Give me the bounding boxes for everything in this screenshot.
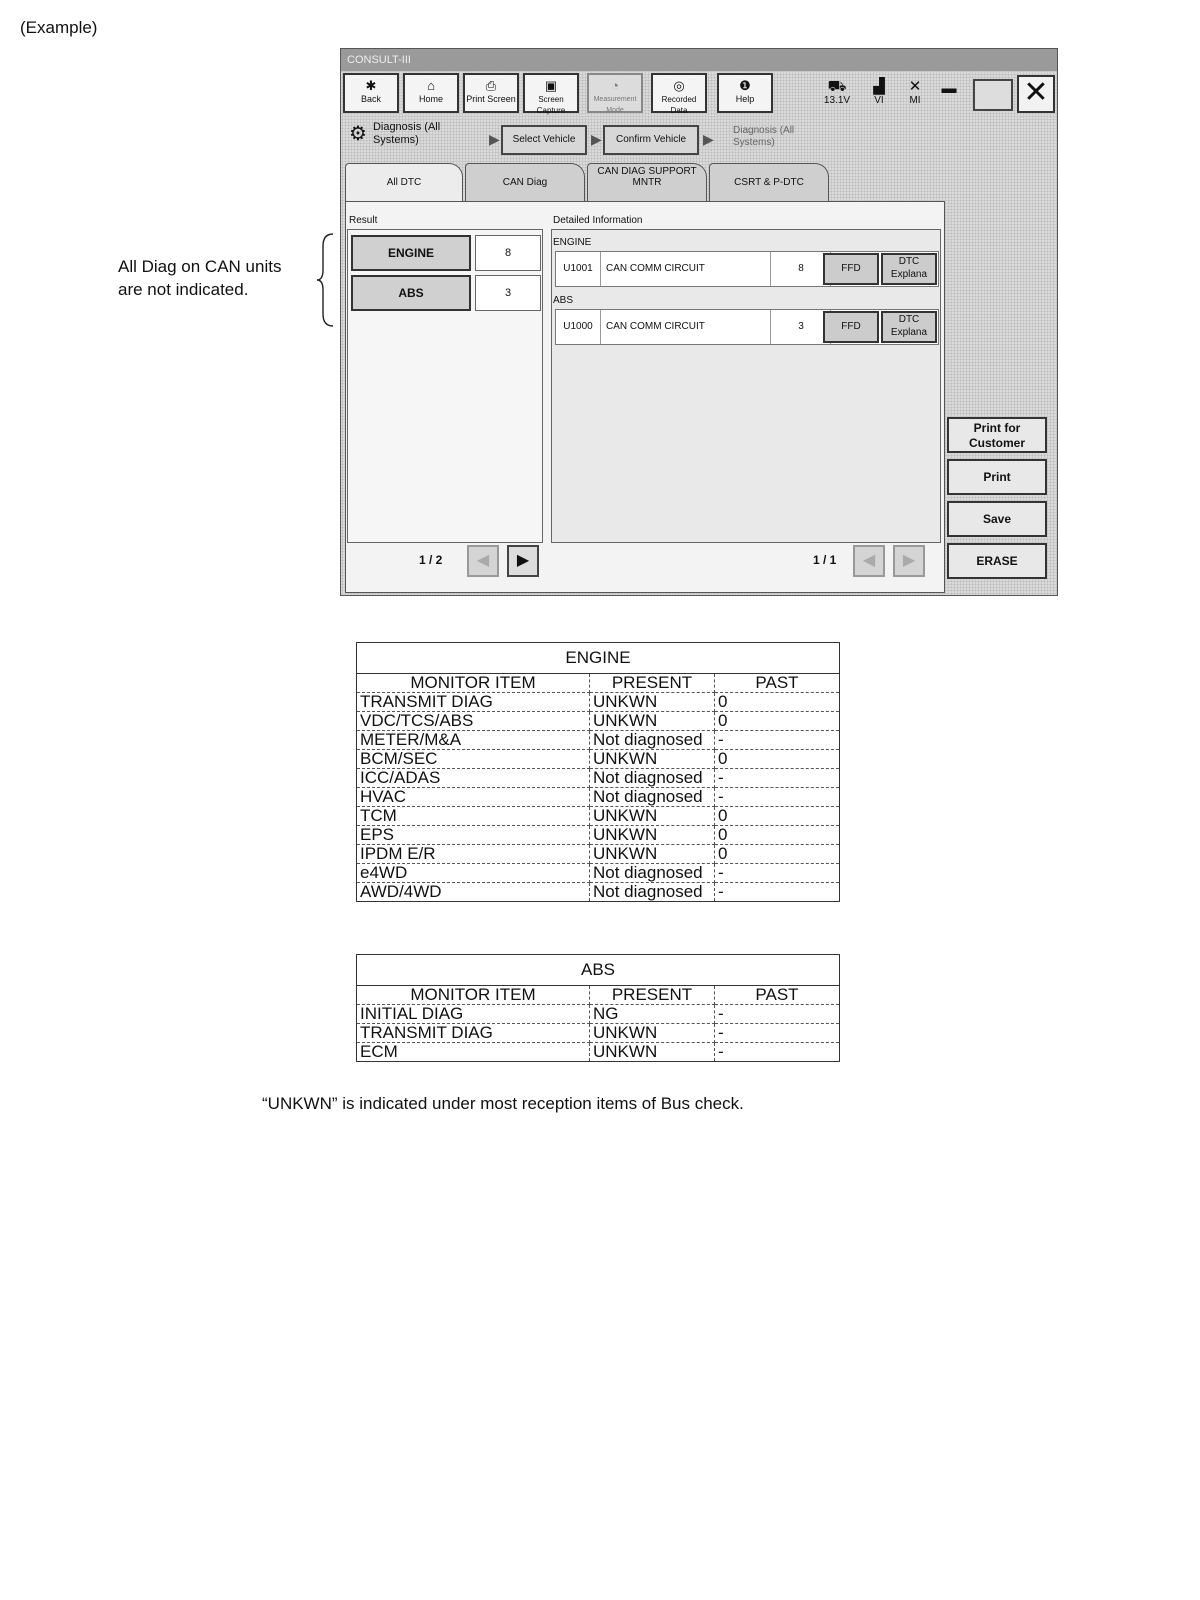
table-row: ECM UNKWN - [357,1043,840,1062]
table-row: ICC/ADAS Not diagnosed - [357,769,840,788]
table-row: TRANSMIT DIAG UNKWN 0 [357,693,840,712]
table-row: EPS UNKWN 0 [357,826,840,845]
back-button[interactable]: ✱ Back [343,73,399,113]
dtc-description: CAN COMM CIRCUIT [602,310,771,344]
recorded-data-button[interactable]: ◎ Recorded Data [651,73,707,113]
curly-brace-icon [315,232,337,328]
confirm-vehicle-button[interactable]: Confirm Vehicle [603,125,699,155]
star-icon: ✱ [365,78,377,93]
dtc-explanation-button[interactable]: DTC Explana [881,253,937,285]
engine-monitor-table [356,642,840,902]
column-header: PAST [715,986,840,1005]
table-row: IPDM E/R UNKWN 0 [357,845,840,864]
column-header: PRESENT [590,674,715,693]
tab-csrt-p-dtc[interactable]: CSRT & P-DTC [709,163,829,201]
screen-capture-button[interactable]: ▣ Screen Capture [523,73,579,113]
signal-icon: ▬ [941,80,957,97]
table-row: TRANSMIT DIAG UNKWN - [357,1024,840,1043]
car-battery-icon: ⛟ [827,78,847,95]
column-header: PAST [715,674,840,693]
system-engine-count: 8 [475,235,541,271]
result-title: Result [349,215,378,226]
minimize-button[interactable] [973,79,1013,111]
erase-button[interactable]: ERASE [947,543,1047,579]
home-button[interactable]: ⌂ Home [403,73,459,113]
printer-icon: ⎙ [485,78,497,93]
select-vehicle-button[interactable]: Select Vehicle [501,125,587,155]
dtc-description: CAN COMM CIRCUIT [602,252,771,286]
ffd-button[interactable]: FFD [823,311,879,343]
detail-page-indicator: 1 / 1 [813,553,837,567]
data-icon: ◎ [673,78,685,93]
table-title: ABS [357,955,840,986]
table-title: ENGINE [357,643,840,674]
chevron-right-icon: ▶ [489,131,500,147]
ffd-button[interactable]: FFD [823,253,879,285]
mi-disconnected-icon: ✕ [908,78,922,95]
consult-screen [340,48,1058,596]
battery-status: ⛟ 13.1V [819,79,855,106]
mi-status: ✕ MI [897,79,933,106]
table-row: BCM/SEC UNKWN 0 [357,750,840,769]
column-header: PRESENT [590,986,715,1005]
system-abs-button[interactable]: ABS [351,275,471,311]
diagnosis-icon: ⚙ [349,123,367,145]
tab-can-diag-support-mntr[interactable]: CAN DIAG SUPPORT MNTR [587,163,707,201]
tab-can-diag[interactable]: CAN Diag [465,163,585,201]
chevron-right-icon: ▶ [902,552,916,569]
callout-line-1: All Diag on CAN units [118,257,282,276]
print-for-customer-button[interactable]: Print for Customer [947,417,1047,453]
abs-monitor-table [356,954,840,1062]
next-page-button[interactable] [507,545,539,577]
detail-next-page-button[interactable] [893,545,925,577]
dtc-explanation-button[interactable]: DTC Explana [881,311,937,343]
table-row: e4WD Not diagnosed - [357,864,840,883]
column-header: MONITOR ITEM [357,674,590,693]
table-row: VDC/TCS/ABS UNKWN 0 [357,712,840,731]
table-row: INITIAL DIAG NG - [357,1005,840,1024]
result-page-indicator: 1 / 2 [419,553,443,567]
chevron-right-icon: ▶ [703,131,714,147]
detail-prev-page-button[interactable] [853,545,885,577]
close-icon[interactable]: ✕ [1017,75,1055,113]
meter-icon: ◔ [611,78,619,93]
print-screen-button[interactable]: ⎙ Print Screen [463,73,519,113]
help-button[interactable]: ❶ Help [717,73,773,113]
window-titlebar: CONSULT-III [341,49,1057,71]
footnote: “UNKWN” is indicated under most reception items of Bus check. [262,1094,744,1113]
measurement-mode-button[interactable]: ◔ Measurement Mode [587,73,643,113]
dtc-code: U1001 [556,252,601,286]
table-row: METER/M&A Not diagnosed - [357,731,840,750]
detail-group-abs: ABS [553,295,574,306]
chevron-right-icon: ▶ [591,131,602,147]
chevron-left-icon: ◀ [862,552,876,569]
dtc-count: 3 [772,310,831,344]
vi-connector-icon: ▟ [873,78,885,95]
table-row: AWD/4WD Not diagnosed - [357,883,840,902]
print-button[interactable]: Print [947,459,1047,495]
home-icon: ⌂ [427,78,435,93]
dtc-code: U1000 [556,310,601,344]
camera-icon: ▣ [544,78,558,93]
system-abs-count: 3 [475,275,541,311]
column-header: MONITOR ITEM [357,986,590,1005]
system-engine-button[interactable]: ENGINE [351,235,471,271]
chevron-right-icon: ▶ [516,552,530,569]
save-button[interactable]: Save [947,501,1047,537]
breadcrumb-root[interactable]: ⚙ Diagnosis (All Systems) [349,121,441,146]
prev-page-button[interactable] [467,545,499,577]
breadcrumb-current: Diagnosis (All Systems) [733,125,795,148]
dtc-count: 8 [772,252,831,286]
chevron-left-icon: ◀ [476,552,490,569]
table-row: HVAC Not diagnosed - [357,788,840,807]
table-row: TCM UNKWN 0 [357,807,840,826]
callout-text [118,255,318,301]
callout-line-2: are not indicated. [118,280,249,299]
tab-all-dtc[interactable]: All DTC [345,163,463,203]
help-icon: ❶ [739,78,751,93]
detail-group-engine: ENGINE [553,237,592,248]
detail-title: Detailed Information [553,215,643,226]
example-label: (Example) [20,18,98,37]
vi-status: ▟ VI [861,79,897,106]
